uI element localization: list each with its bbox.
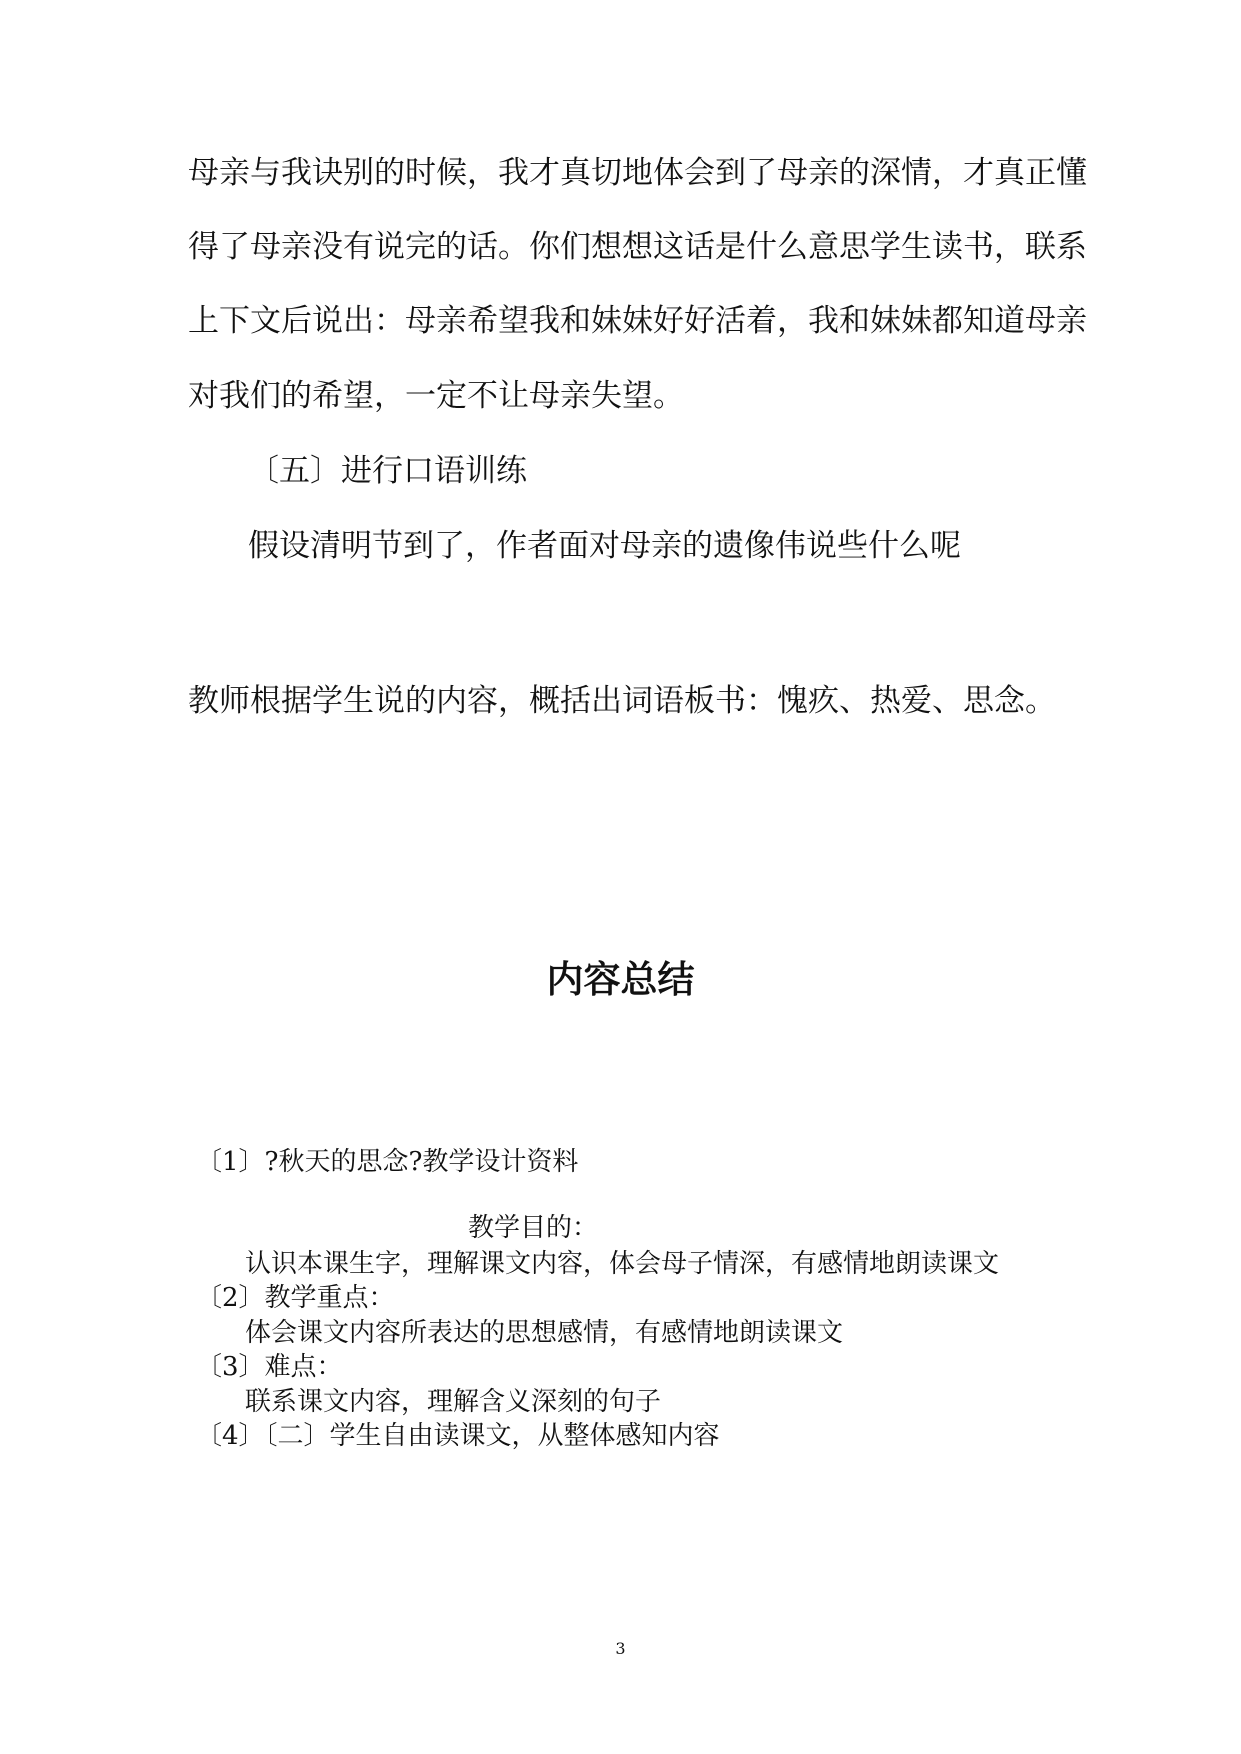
summary-heading: 内容总结 — [546, 958, 695, 1001]
paragraph-line: 上下文后说出：母亲希望我和妹妹好好活着，我和妹妹都知道母亲 — [188, 303, 1087, 339]
paragraph-line: 对我们的希望，一定不让母亲失望。 — [188, 378, 684, 414]
section-title: 〔五〕进行口语训练 — [248, 453, 527, 489]
section-question: 假设清明节到了，作者面对母亲的遗像伟说些什么呢 — [248, 528, 961, 564]
summary-item: 体会课文内容所表达的思想感情，有感情地朗读课文 — [245, 1318, 844, 1348]
summary-item: 认识本课生字，理解课文内容，体会母子情深，有感情地朗读课文 — [245, 1249, 1000, 1279]
summary-item: 教学目的： — [468, 1213, 599, 1243]
summary-item: 〔1〕?秋天的思念?教学设计资料 — [196, 1147, 579, 1177]
summary-item: 〔3〕难点： — [196, 1352, 343, 1382]
paragraph-line: 母亲与我诀别的时候，我才真切地体会到了母亲的深情，才真正懂 — [188, 155, 1087, 191]
summary-item: 〔4〕〔二〕学生自由读课文，从整体感知内容 — [196, 1421, 720, 1451]
teacher-note: 教师根据学生说的内容，概括出词语板书：愧疚、热爱、思念。 — [188, 683, 1056, 719]
page-number: 3 — [615, 1639, 626, 1658]
summary-item: 〔2〕教学重点： — [196, 1283, 395, 1313]
paragraph-line: 得了母亲没有说完的话。你们想想这话是什么意思学生读书，联系 — [188, 229, 1087, 265]
summary-item: 联系课文内容，理解含义深刻的句子 — [245, 1387, 662, 1417]
